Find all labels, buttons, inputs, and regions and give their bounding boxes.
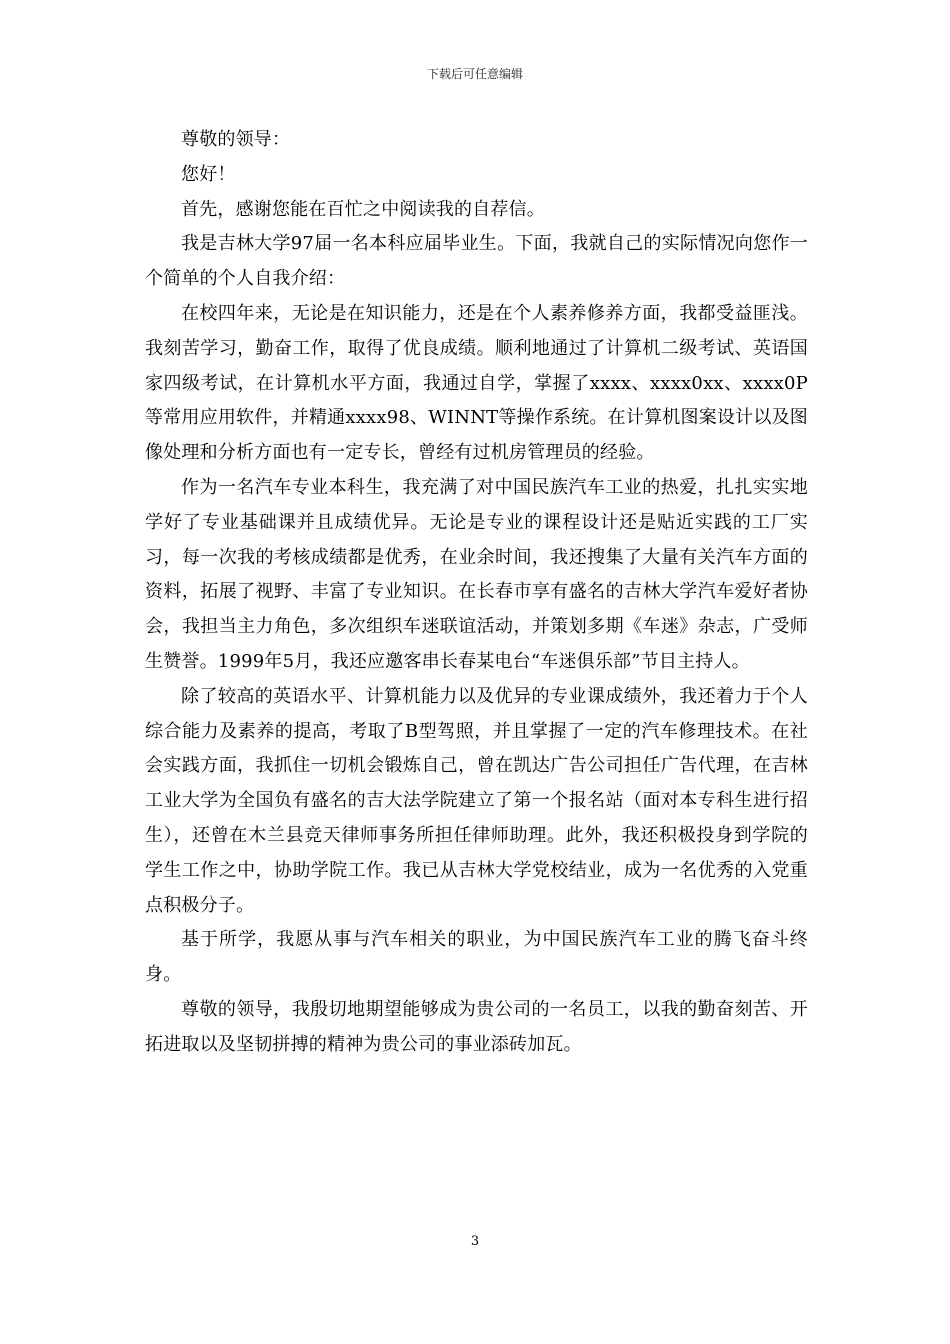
paragraph-intro-thanks: 首先，感谢您能在百忙之中阅读我的自荐信。 (181, 198, 545, 220)
paragraph-career-goal: 基于所学，我愿从事与汽车相关的职业，为中国民族汽车工业的腾飞奋斗终身。 (145, 929, 808, 986)
paragraph-closing: 尊敬的领导，我殷切地期望能够成为贵公司的一名员工，以我的勤奋刻苦、开拓进取以及坚韧拼搏的精神为贵公司的事业添砖加瓦。 (145, 998, 808, 1055)
page-header-note: 下载后可任意编辑 (426, 67, 523, 81)
letter-body (145, 123, 808, 1063)
paragraph-study-skills: 在校四年来，无论是在知识能力，还是在个人素养修养方面，我都受益匪浅。我刻苦学习，勤奋工作，取得了优良成绩。顺利地通过了计算机二级考试、英语国家四级考试，在计算机水平方面，我通过自学，掌握了xxxx、xxxx0xx、xxxx0P等常用应用软件，并精通xxxx98、WINNT等操作系统。在计算机图案设计以及图像处理和分析方面也有一定专长，曾经有过机房管理员的经验。 (145, 302, 808, 464)
page-number: 3 (470, 1234, 480, 1249)
paragraph-self-intro: 我是吉林大学97届一名本科应届毕业生。下面，我就自己的实际情况向您作一个简单的个人自我介绍： (145, 233, 808, 290)
paragraph-automotive-major: 作为一名汽车专业本科生，我充满了对中国民族汽车工业的热爱，扎扎实实地学好了专业基础课并且成绩优异。无论是专业的课程设计还是贴近实践的工厂实习，每一次我的考核成绩都是优秀，在业余时间，我还搜集了大量有关汽车方面的资料，拓展了视野、丰富了专业知识。在长春市享有盛名的吉林大学汽车爱好者协会，我担当主力角色，多次组织车迷联谊活动，并策划多期《车迷》杂志，广受师生赞誉。1999年5月，我还应邀客串长春某电台“车迷俱乐部”节目主持人。 (145, 476, 808, 672)
salutation: 尊敬的领导： (181, 129, 291, 150)
paragraph-practice: 除了较高的英语水平、计算机能力以及优异的专业课成绩外，我还着力于个人综合能力及素养的提高，考取了B型驾照，并且掌握了一定的汽车修理技术。在社会实践方面，我抓住一切机会锻炼自己，曾在凯达广告公司担任广告代理，在吉林工业大学为全国负有盛名的吉大法学院建立了第一个报名站（面对本专科生进行招生），还曾在木兰县竞天律师事务所担任律师助理。此外，我还积极投身到学院的学生工作之中，协助学院工作。我已从吉林大学党校结业，成为一名优秀的入党重点积极分子。 (145, 685, 808, 916)
greeting: 您好！ (181, 163, 236, 185)
